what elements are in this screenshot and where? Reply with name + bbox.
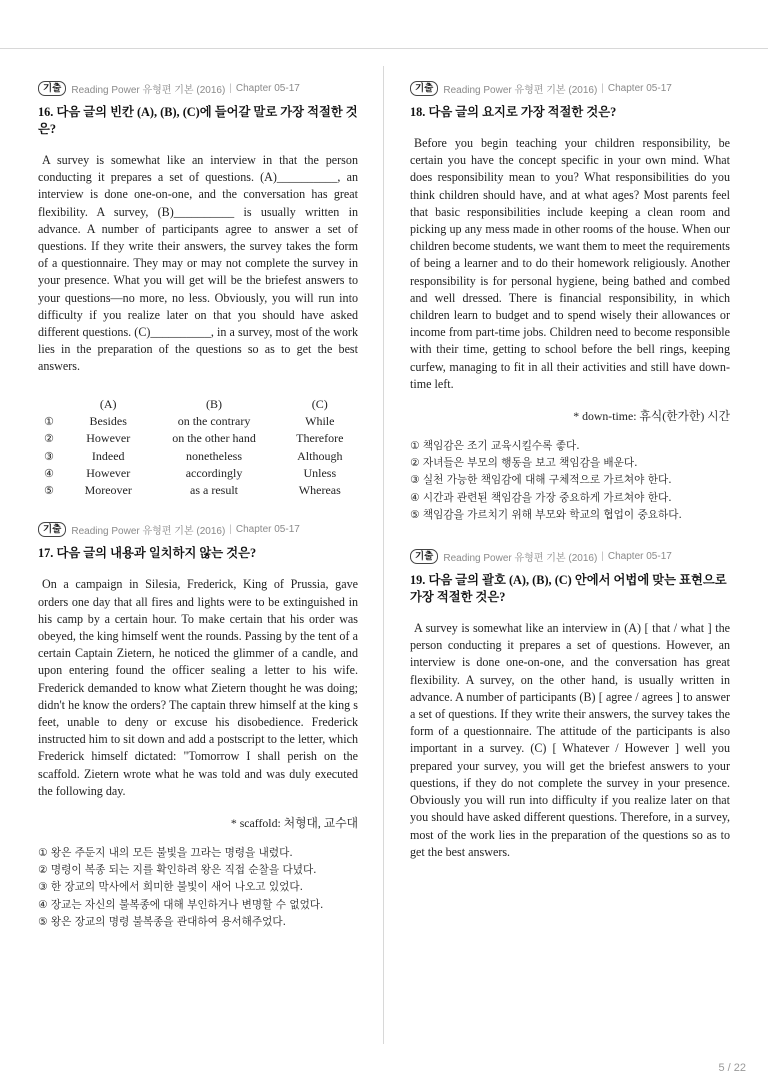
source-tag: 기출 Reading Power 유형편 기본 (2016) | Chapter 05-17 <box>410 80 730 96</box>
right-column <box>410 80 730 861</box>
option-a: However <box>86 431 131 446</box>
option-row[interactable] <box>38 465 358 482</box>
question-title: 16. 다음 글의 빈칸 (A), (B), (C)에 들어갈 말로 가장 적절한 것은? <box>38 105 358 136</box>
answer-choices <box>410 438 730 524</box>
answer-choice[interactable]: ② 자녀들은 부모의 행동을 보고 책임감을 배운다. <box>410 457 638 470</box>
question-17 <box>38 521 358 931</box>
source-chapter: Chapter 05-17 <box>607 82 672 94</box>
question-title: 18. 다음 글의 요지로 가장 적절한 것은? <box>410 105 617 119</box>
option-row[interactable] <box>38 413 358 430</box>
option-a: Besides <box>89 414 127 429</box>
question-passage: A survey is somewhat like an interview in (A) [ that / what ] the person conducting it prepares a set of questions. However, an interview is done one-on-one, and the conversation has great flexibility. A survey, on the other hand, is usually written in advance. A number of participants (B) [ agree / agrees ] to answer a set of questions. If they write their answers, the survey takes the form of a questionnaire. The attitude of the participants is also important in a survey. (C) [ Whatever / However ] well you prepared your survey, you will get the briefest answers to your questions, if they do not complete the survey in your presence. Obviously you will run into difficulty if you realize later on that you should have asked different questions. Therefore, in a survey, most of the work lies in the preparation of the questions so as to get the best answers. <box>410 621 730 859</box>
exam-badge: 기출 <box>38 81 66 96</box>
option-a: Indeed <box>91 448 125 463</box>
answer-choice[interactable]: ② 명령이 복종 되는 지를 확인하려 왕은 직접 순찰을 다녔다. <box>38 864 317 877</box>
source-chapter: Chapter 05-17 <box>235 82 300 94</box>
answer-choice[interactable]: ① 왕은 주둔지 내의 모든 불빛을 끄라는 명령을 내렸다. <box>38 847 293 860</box>
question-18 <box>410 80 730 524</box>
source-chapter: Chapter 05-17 <box>607 550 672 562</box>
answer-choice[interactable]: ③ 실천 가능한 책임감에 대해 구체적으로 가르쳐야 한다. <box>410 474 672 487</box>
option-c: Whereas <box>298 483 341 498</box>
option-row[interactable] <box>38 482 358 499</box>
question-passage: On a campaign in Silesia, Frederick, King of Prussia, gave orders one day that all fires and lights were to be extinguished in his camp by a certain hour. To make certain that his order was obeyed, the king himself went the rounds. Passing by the tent of a certain Captain Zietern, he noticed the glimmer of a candle, and upon entering found the officer sealing a letter to his wife. Frederick demanded to know what Zietern thought he was doing; didn't he know the orders? The captain threw himself at the king s feet, unable to deny or excuse his disobedience. Frederick instructed him to sit down and add a postscript to the letter, which Frederick himself dictated: "Tomorrow I shall perish on the scaffold. Zietern wrote what he was told and was duly executed the following day. <box>38 577 358 798</box>
column-divider <box>383 66 384 1044</box>
exam-badge: 기출 <box>38 522 66 537</box>
question-19 <box>410 548 730 861</box>
answer-choice[interactable]: ① 책임감은 조기 교육시킬수록 좋다. <box>410 440 580 453</box>
question-16 <box>38 80 358 499</box>
exam-badge: 기출 <box>410 549 438 564</box>
col-header-a: (A) <box>99 396 117 411</box>
option-number: ③ <box>44 449 54 463</box>
option-number: ② <box>44 432 54 446</box>
option-c: While <box>305 414 335 429</box>
answer-choice[interactable]: ⑤ 왕은 장교의 명령 불복종을 관대하여 용서해주었다. <box>38 915 286 928</box>
answer-choice[interactable]: ④ 장교는 자신의 불복종에 대해 부인하거나 변명할 수 없었다. <box>38 898 324 911</box>
option-b: accordingly <box>185 465 243 480</box>
source-tag: 기출 Reading Power 유형편 기본 (2016) | Chapter 05-17 <box>38 80 358 96</box>
option-b: on the other hand <box>172 431 256 446</box>
option-number: ① <box>44 415 54 429</box>
answer-choice[interactable]: ③ 한 장교의 막사에서 희미한 불빛이 새어 나오고 있었다. <box>38 881 303 894</box>
question-passage: A survey is somewhat like an interview in that the person conducting it prepares a set of questions. (A)__________, an interview is done one-on-one, and the conversation has great flexibility. A survey, (B)__________ is usually written in advance. A number of participants agree to answer a set of questions. If they write their answers, the survey takes the form of a questionnaire. They may or may not complete the survey in your presence. What you will get will be the briefest answers to your questions—no more, no less. Obviously, you will run into difficulty if you realize later on that you should have asked different questions. (C)__________, in a survey, most of the work lies in the preparation of the questions so as to get the best answers. <box>38 153 358 374</box>
option-row[interactable] <box>38 430 358 447</box>
col-header-c: (C) <box>311 396 328 411</box>
option-a: Moreover <box>84 483 132 498</box>
source-tag: 기출 Reading Power 유형편 기본 (2016) | Chapter 05-17 <box>410 548 730 564</box>
source-book: Reading Power 유형편 기본 (2016) <box>443 552 598 564</box>
left-column <box>38 80 358 931</box>
option-c: Unless <box>303 465 337 480</box>
source-book: Reading Power 유형편 기본 (2016) <box>71 525 226 537</box>
option-row[interactable] <box>38 448 358 465</box>
option-b: nonetheless <box>186 448 243 463</box>
option-a: However <box>86 465 131 480</box>
exam-badge: 기출 <box>410 81 438 96</box>
question-passage: Before you begin teaching your children responsibility, be certain you have the concept specific in your own mind. What does responsibility mean to you? What responsibilities do you think children should have, and at what ages? Most parents feel that basic responsibilities include keeping a clean room and picking up any mess made in other rooms of the house. When our children become students, we want them to meet the requirements of being a learner and to do their homework religiously. Another responsibility is for personal hygiene, being bathed and combed and well dressed. There is financial responsibility, in which children learn to budget and to spend wisely their allowances or income from part-time jobs. Children need to become responsible with their time, getting to school before the bell rings, keeping curfew, managing to fit in all their activities and still have down-time left. <box>410 136 730 391</box>
page-number: 5 / 22 <box>718 1062 746 1074</box>
answer-choice[interactable]: ④ 시간과 관련된 책임감을 가장 중요하게 가르쳐야 한다. <box>410 491 672 504</box>
answer-choice[interactable]: ⑤ 책임감을 가르치기 위해 부모와 학교의 협업이 중요하다. <box>410 508 682 521</box>
option-b: on the contrary <box>177 414 251 429</box>
options-table <box>38 396 358 500</box>
question-title: 19. 다음 글의 괄호 (A), (B), (C) 안에서 어법에 맞는 표현으로 가장 적절한 것은? <box>410 573 727 605</box>
answer-choices <box>38 845 358 931</box>
col-header-b: (B) <box>206 396 223 411</box>
footnote: * down-time: 휴식(한가한) 시간 <box>573 409 730 424</box>
source-book: Reading Power 유형편 기본 (2016) <box>443 84 598 96</box>
question-title: 17. 다음 글의 내용과 일치하지 않는 것은? <box>38 546 257 561</box>
source-tag: 기출 Reading Power 유형편 기본 (2016) | Chapter 05-17 <box>38 521 358 537</box>
option-c: Therefore <box>296 431 344 446</box>
option-c: Although <box>297 448 343 463</box>
footnote: * scaffold: 처형대, 교수대 <box>230 816 358 831</box>
header-rule <box>0 48 768 49</box>
option-number: ⑤ <box>44 484 54 498</box>
option-number: ④ <box>44 466 54 480</box>
source-chapter: Chapter 05-17 <box>235 523 300 535</box>
source-book: Reading Power 유형편 기본 (2016) <box>71 84 226 96</box>
option-b: as a result <box>190 483 238 498</box>
options-header-row <box>38 396 358 413</box>
